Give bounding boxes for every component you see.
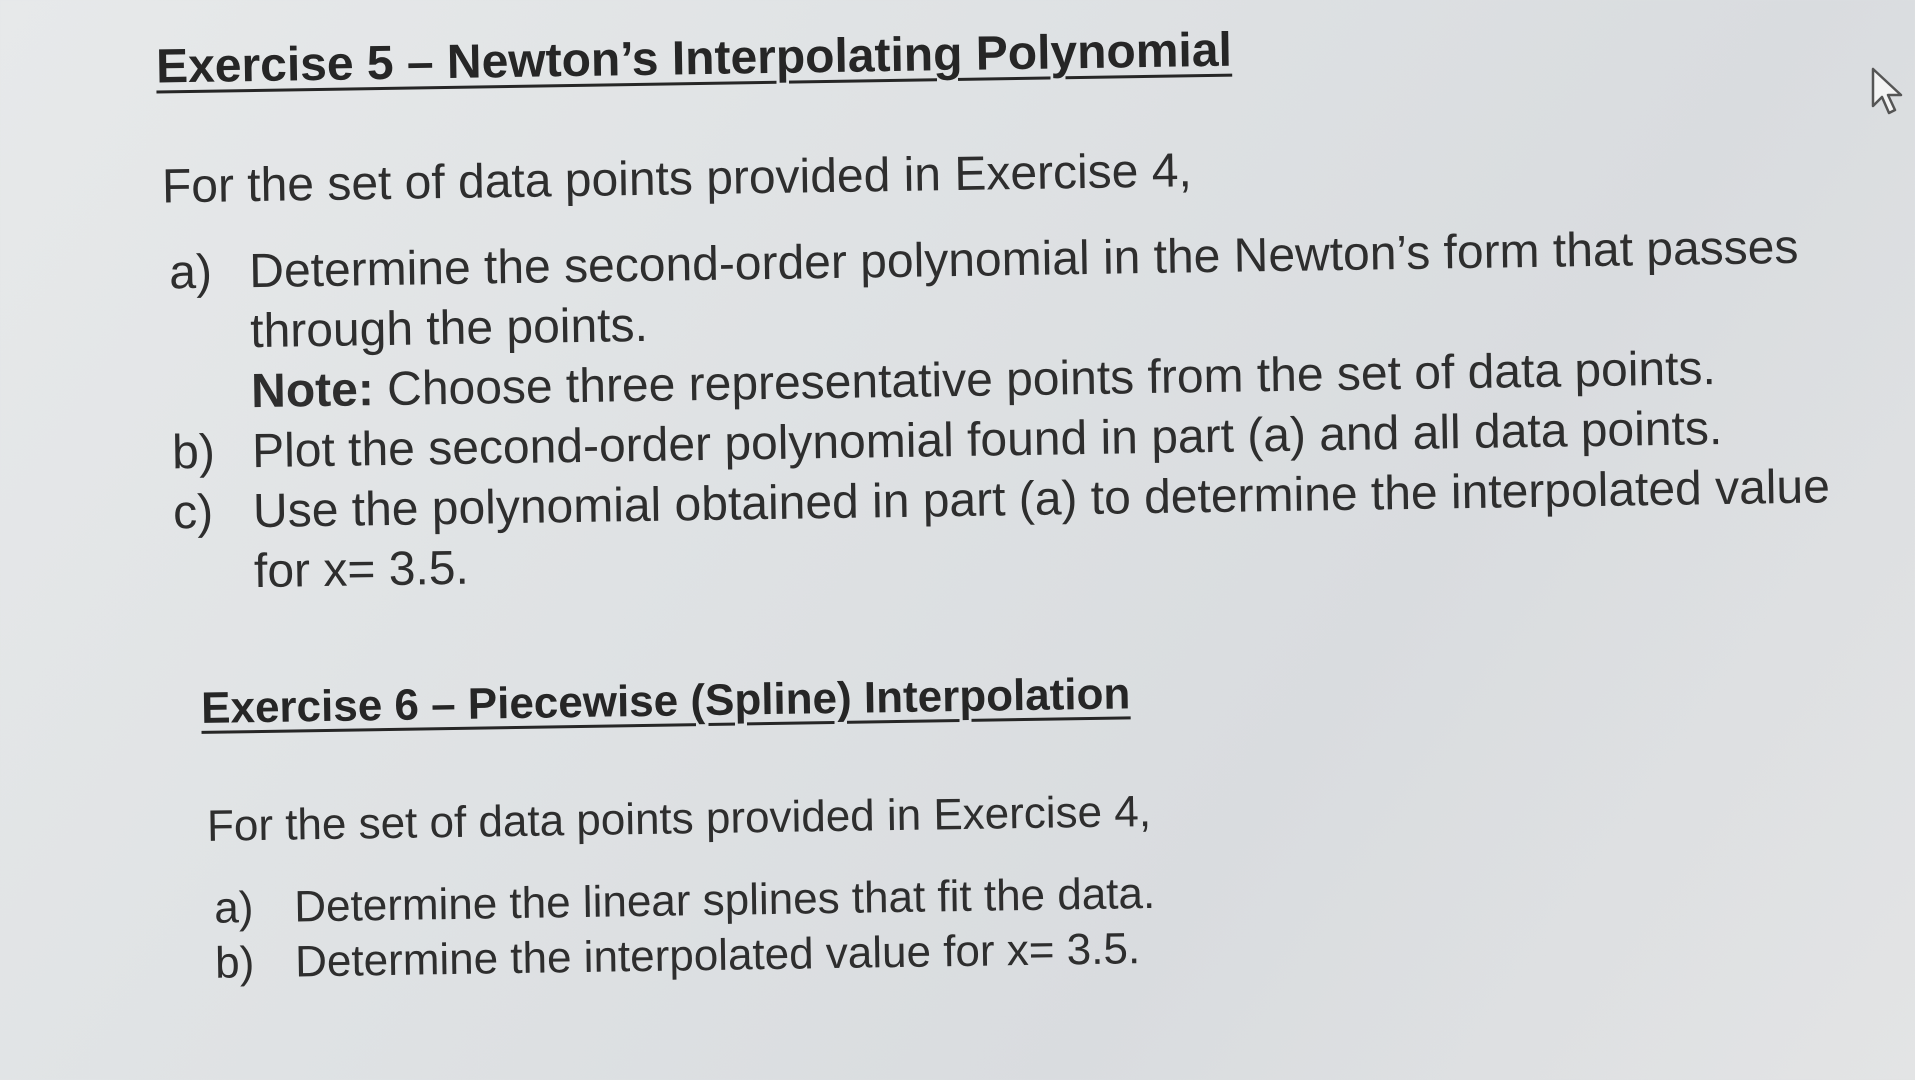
exercise-5-item-a (169, 217, 1882, 424)
item-label: b) (171, 425, 216, 480)
item-text: Use the polynomial obtained in part (a) to determine the interpolated value for x= 3.5. (252, 460, 1831, 599)
exercise-5-section (156, 9, 1885, 604)
exercise-5-item-c (173, 456, 1885, 603)
exercise-5-title: Exercise 5 – Newton’s Interpolating Polynomial (155, 23, 1233, 94)
exercise-6-intro: For the set of data points provided in Exercise 4, (206, 787, 1152, 851)
item-text: Determine the linear splines that fit the data. (293, 868, 1156, 932)
item-label: b) (214, 938, 255, 988)
exercise-6-section (201, 653, 1706, 991)
exercise-6-list (214, 857, 1706, 990)
item-text: Plot the second-order polynomial found in part (a) and all data points. (251, 402, 1723, 479)
exercise-5-list (169, 217, 1884, 604)
exercise-5-intro: For the set of data points provided in Exercise 4, (161, 144, 1193, 214)
item-text: Determine the second-order polynomial in the Newton’s form that passes through the points. (248, 220, 1799, 359)
item-label: c) (172, 485, 214, 540)
mouse-pointer-icon (1870, 66, 1908, 118)
note-label: Note: (250, 363, 375, 419)
item-label: a) (213, 883, 254, 933)
exercise-6-title: Exercise 6 – Piecewise (Spline) Interpolation (200, 669, 1131, 733)
item-label: a) (168, 245, 213, 300)
note-text: Choose three representative points from the set of data points. (386, 342, 1717, 416)
item-text: Determine the interpolated value for x= 3.5. (294, 924, 1141, 987)
